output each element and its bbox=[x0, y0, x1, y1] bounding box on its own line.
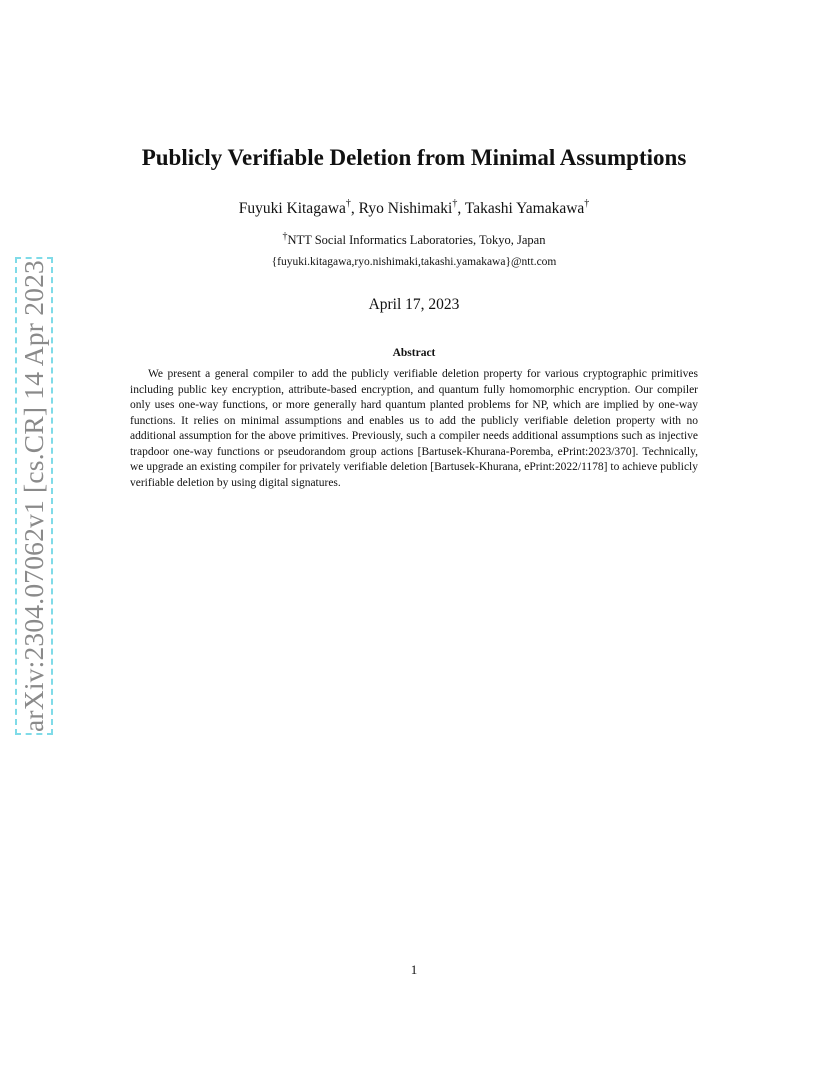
page-number: 1 bbox=[410, 962, 418, 977]
affiliation-mark: † bbox=[584, 198, 590, 209]
arxiv-stamp: arXiv:2304.07062v1 [cs.CR] 14 Apr 2023 bbox=[18, 259, 49, 733]
author-name: Fuyuki Kitagawa bbox=[238, 200, 346, 217]
affiliation bbox=[0, 233, 828, 248]
paper-title: Publicly Verifiable Deletion from Minimal Assumptions bbox=[141, 145, 687, 170]
affiliation-mark: † bbox=[452, 198, 458, 209]
abstract-heading: Abstract bbox=[392, 347, 436, 359]
abstract-body: We present a general compiler to add the publicly verifiable deletion property for various cryptographic primitives including public key encryption, attribute-based encryption, and quantum fully homomorphic encryption. Our compiler only uses one-way functions, or more generally hard quantum planted problems for NP, which are implied by one-way functions. It relies on minimal assumptions and enables us to add the publicly verifiable deletion property with no additional assumption for the above primitives. Previously, such a compiler needs additional assumptions such as injective trapdoor one-way functions or pseudorandom group actions [Bartusek-Khurana-Poremba, ePrint:2023/370]. Technically, we upgrade an existing compiler for privately verifiable deletion [Bartusek-Khurana, ePrint:2022/1178] to achieve publicly verifiable deletion by using digital signatures. bbox=[130, 368, 698, 489]
author-emails: {fuyuki.kitagawa,ryo.nishimaki,takashi.yamakawa}@ntt.com bbox=[271, 256, 557, 268]
author-name: Takashi Yamakawa bbox=[464, 200, 585, 217]
paper-date: April 17, 2023 bbox=[368, 296, 460, 313]
author-name: Ryo Nishimaki bbox=[358, 200, 453, 217]
affiliation-mark: † bbox=[345, 198, 351, 209]
affiliation-text: NTT Social Informatics Laboratories, Tokyo, Japan bbox=[287, 233, 546, 247]
author-list: Fuyuki Kitagawa†, Ryo Nishimaki†, Takashi Yamakawa† bbox=[238, 198, 590, 217]
affiliation-mark: † bbox=[282, 231, 288, 242]
